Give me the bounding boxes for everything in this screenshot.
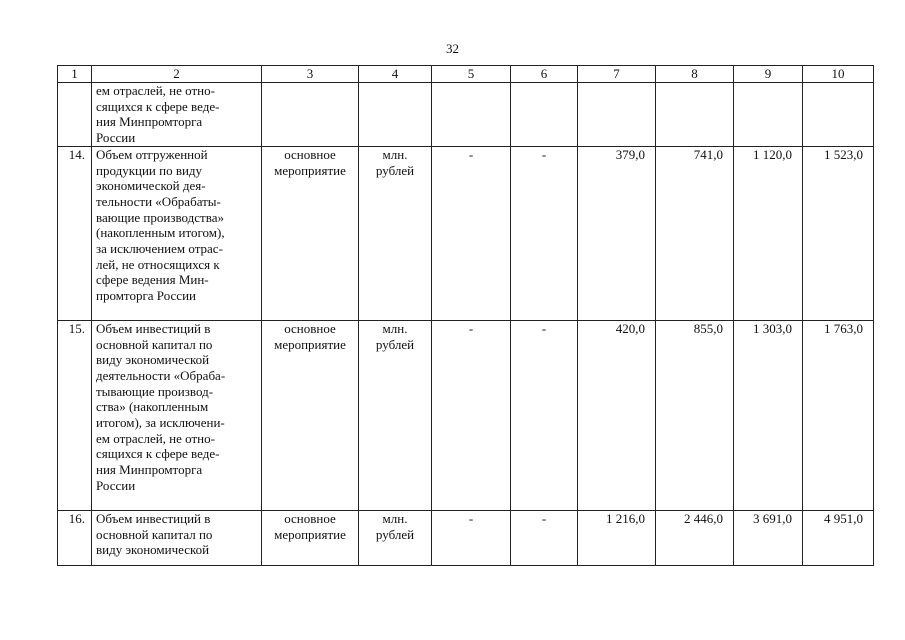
value-col5: - [432, 146, 511, 320]
unit: млн. рублей [359, 510, 432, 565]
column-number: 3 [262, 66, 359, 83]
row-number: 14. [58, 146, 92, 320]
column-number: 1 [58, 66, 92, 83]
value-col6: - [511, 510, 578, 565]
unit: млн. рублей [359, 320, 432, 510]
column-number: 2 [92, 66, 262, 83]
indicator-name: Объем отгруженной продукции по виду экономической дея- тельности «Обрабаты- вающие производства» (накопленным итогом), за исключением отрас- лей, не относящихся к сфере ведения Мин- промторга России [92, 146, 262, 320]
unit [359, 83, 432, 147]
column-number-row [58, 66, 874, 83]
row-number [58, 83, 92, 147]
column-number: 8 [656, 66, 734, 83]
value-col8: 855,0 [656, 320, 734, 510]
value-col9: 3 691,0 [734, 510, 803, 565]
value-col8 [656, 83, 734, 147]
value-col10: 1 763,0 [803, 320, 874, 510]
value-col9: 1 303,0 [734, 320, 803, 510]
value-col8: 2 446,0 [656, 510, 734, 565]
value-col10: 4 951,0 [803, 510, 874, 565]
indicator-name: Объем инвестиций в основной капитал по виду экономической деятельности «Обраба- тывающие производ- ства» (накопленным итогом), за исключени- ем отраслей, не отно- сящихся к сфере веде- ния Минпромторга России [92, 320, 262, 510]
value-col9: 1 120,0 [734, 146, 803, 320]
value-col7: 379,0 [578, 146, 656, 320]
column-number: 4 [359, 66, 432, 83]
column-number: 7 [578, 66, 656, 83]
row-number: 16. [58, 510, 92, 565]
value-col8: 741,0 [656, 146, 734, 320]
indicator-name: ем отраслей, не отно- сящихся к сфере веде- ния Минпромторга России [92, 83, 262, 147]
table-row [58, 320, 874, 510]
value-col5: - [432, 320, 511, 510]
column-number: 6 [511, 66, 578, 83]
value-col5: - [432, 510, 511, 565]
event-type [262, 83, 359, 147]
value-col10: 1 523,0 [803, 146, 874, 320]
event-type: основное мероприятие [262, 510, 359, 565]
table-row [58, 146, 874, 320]
table-row [58, 83, 874, 147]
column-number: 9 [734, 66, 803, 83]
page-number: 32 [446, 41, 459, 56]
value-col9 [734, 83, 803, 147]
event-type: основное мероприятие [262, 320, 359, 510]
value-col5 [432, 83, 511, 147]
value-col6 [511, 83, 578, 147]
table-row [58, 510, 874, 565]
value-col6: - [511, 320, 578, 510]
column-number: 5 [432, 66, 511, 83]
value-col10 [803, 83, 874, 147]
row-number: 15. [58, 320, 92, 510]
indicator-name: Объем инвестиций в основной капитал по виду экономической [92, 510, 262, 565]
value-col7: 420,0 [578, 320, 656, 510]
event-type: основное мероприятие [262, 146, 359, 320]
value-col7 [578, 83, 656, 147]
value-col6: - [511, 146, 578, 320]
indicators-table [57, 65, 874, 566]
value-col7: 1 216,0 [578, 510, 656, 565]
column-number: 10 [803, 66, 874, 83]
unit: млн. рублей [359, 146, 432, 320]
